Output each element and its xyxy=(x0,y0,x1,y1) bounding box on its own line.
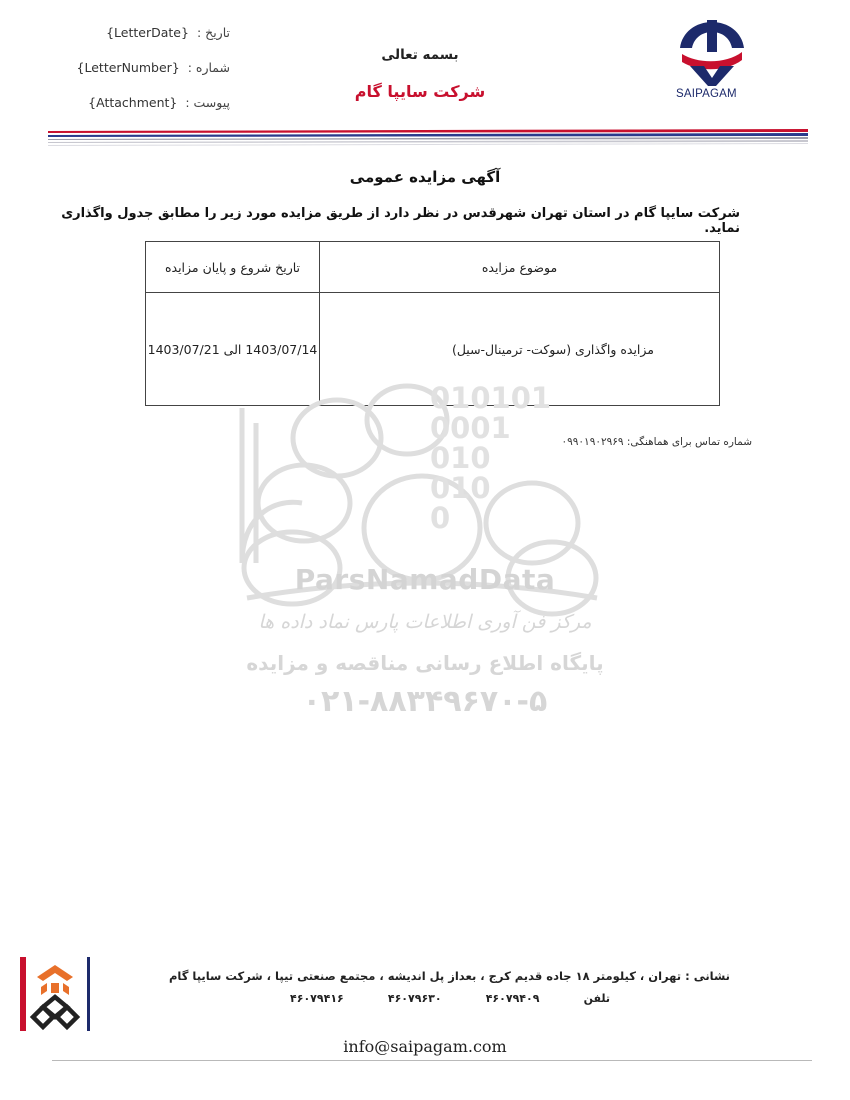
attachment-value: {Attachment} xyxy=(88,95,178,110)
watermark-brand: ParsNamadData xyxy=(294,563,556,596)
letter-date-value: {LetterDate} xyxy=(106,25,189,40)
logo-text: SAIPAGAM xyxy=(676,88,737,100)
letter-number-value: {LetterNumber} xyxy=(76,60,180,75)
footer-logo-icon xyxy=(17,955,95,1033)
letter-date-row xyxy=(60,25,230,40)
watermark-line-1: مرکز فن آوری اطلاعات پارس نماد داده ها xyxy=(258,611,592,633)
attachment-label: پیوست : xyxy=(185,95,230,110)
cell-subject: مزایده واگذاری (سوکت- ترمینال-سیل) xyxy=(320,293,720,406)
header-divider xyxy=(48,128,808,150)
watermark-line-2: پایگاه اطلاع رسانی مناقصه و مزایده xyxy=(246,651,604,675)
header-dates: تاریخ شروع و پایان مزایده xyxy=(146,242,320,293)
footer-phone-label: تلفن xyxy=(583,992,610,1005)
table-header-row xyxy=(146,242,720,293)
watermark-digit-line: 0 xyxy=(430,501,451,535)
letter-date-label: تاریخ : xyxy=(196,25,230,40)
header-subject: موضوع مزایده xyxy=(320,242,720,293)
footer-phones xyxy=(290,992,610,1005)
watermark-digits xyxy=(430,383,551,533)
invocation: بسمه تعالی xyxy=(381,47,459,63)
saipagam-logo xyxy=(674,18,750,88)
footer-rule xyxy=(52,1060,812,1061)
company-name: شرکت سایپا گام xyxy=(354,82,486,101)
notice-title: آگهی مزایده عمومی xyxy=(349,168,501,186)
letter-number-label: شماره : xyxy=(187,60,230,75)
watermark-line-3: ۰۲۱-۸۸۳۴۹۶۷۰-۵ xyxy=(302,684,548,719)
cell-dates: 1403/07/14 الی 1403/07/21 xyxy=(146,293,320,406)
watermark-digit-line: 010 xyxy=(430,441,491,475)
notice-intro: شرکت سایپا گام در استان تهران شهرقدس در نظر دارد از طریق مزایده مورد زیر را مطابق جدول واگذاری نماید. xyxy=(61,206,740,236)
footer-phone: ۴۶۰۷۹۴۰۹ xyxy=(485,992,540,1005)
watermark-digit-line: 010101 xyxy=(430,381,552,415)
watermark-digit-line: 0001 xyxy=(430,411,511,445)
attachment-row xyxy=(60,95,230,110)
footer-phone: ۴۶۰۷۹۶۳۰ xyxy=(387,992,442,1005)
footer-address: نشانی : تهران ، کیلومتر ۱۸ جاده قدیم کرج ، بعداز پل اندیشه ، مجتمع صنعتی تیپا ، شرکت سایپا گام xyxy=(168,969,730,983)
watermark-digit-line: 010 xyxy=(430,471,491,505)
footer-phone: ۴۶۰۷۹۴۱۶ xyxy=(290,992,344,1005)
footer-email: info@saipagam.com xyxy=(343,1037,507,1056)
contact-phone: شماره تماس برای هماهنگی: ۰۹۹۰۱۹۰۲۹۶۹ xyxy=(561,436,752,448)
letter-number-row xyxy=(60,60,230,75)
